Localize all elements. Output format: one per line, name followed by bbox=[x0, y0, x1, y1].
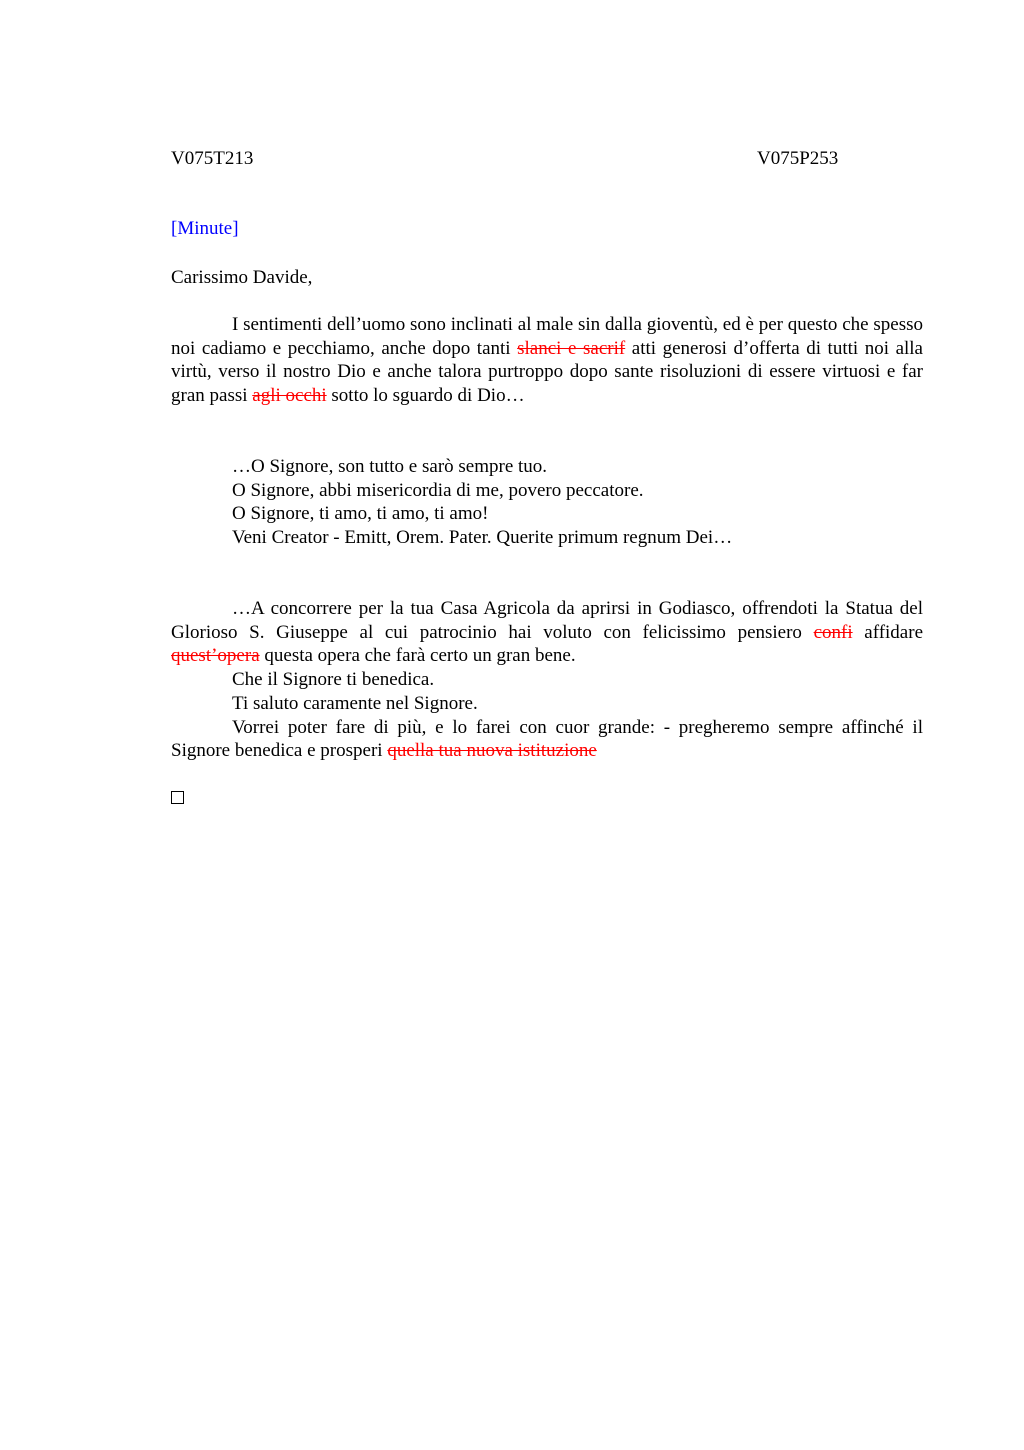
deleted-text: confi bbox=[813, 621, 853, 643]
paragraph-1-text-part: sotto lo sguardo di Dio… bbox=[326, 385, 525, 407]
minute-label: [Minute] bbox=[171, 218, 239, 239]
deleted-text: quella tua nuova istituzione bbox=[387, 740, 597, 762]
paragraph-1-text-part: I sentimenti dell’uomo sono inclinati al male sin dalla gioventù, ed è per questo che spesso noi cadiamo e pecchiamo, anche dopo tanti bbox=[171, 314, 923, 359]
paragraph-2 bbox=[171, 597, 923, 763]
paragraph-2-text-part: …A concorrere per la tua Casa Agricola da aprirsi in Godiasco, offrendoti la Statua del Glorioso S. Giuseppe al cui patrocinio hai voluto con felicissimo pensiero bbox=[171, 598, 923, 643]
prayer-line: O Signore, abbi misericordia di me, povero peccatore. bbox=[232, 479, 644, 501]
reference-header bbox=[171, 147, 923, 171]
prayer-line: O Signore, ti amo, ti amo, ti amo! bbox=[232, 503, 489, 525]
paragraph-3-text bbox=[171, 716, 923, 763]
paragraph-1 bbox=[171, 313, 923, 408]
reference-code-right: V075P253 bbox=[757, 148, 839, 169]
prayer-line: …O Signore, son tutto e sarò sempre tuo. bbox=[232, 456, 548, 477]
prayer-block bbox=[171, 455, 923, 550]
paragraph-2-text-part: questa opera che farà certo un gran bene. bbox=[259, 645, 576, 667]
closing-line: Ti saluto caramente nel Signore. bbox=[232, 692, 478, 714]
reference-code-left: V075T213 bbox=[171, 148, 254, 169]
prayer-line: Veni Creator - Emitt, Orem. Pater. Querite primum regnum Dei… bbox=[232, 527, 733, 549]
deleted-text: agli occhi bbox=[252, 385, 327, 407]
paragraph-1-text bbox=[171, 313, 923, 408]
paragraph-2-text bbox=[171, 597, 923, 668]
paragraph-3-text-part: Vorrei poter fare di più, e lo farei con cuor grande: - pregheremo sempre affinché il Signore benedica e prosperi bbox=[171, 716, 923, 762]
salutation: Carissimo Davide, bbox=[171, 267, 313, 288]
paragraph-2-text-part: affidare bbox=[852, 621, 924, 643]
end-marker-checkbox bbox=[171, 791, 184, 804]
closing-line: Che il Signore ti benedica. bbox=[232, 669, 435, 691]
deleted-text: quest’opera bbox=[171, 645, 260, 667]
paragraph-1-text-part: atti generosi d’offerta di tutti noi alla virtù, verso il nostro Dio e anche talora purtroppo dopo sante risoluzioni di essere virtuosi e far gran passi bbox=[171, 337, 923, 407]
deleted-text: slanci e sacrif bbox=[517, 337, 626, 359]
